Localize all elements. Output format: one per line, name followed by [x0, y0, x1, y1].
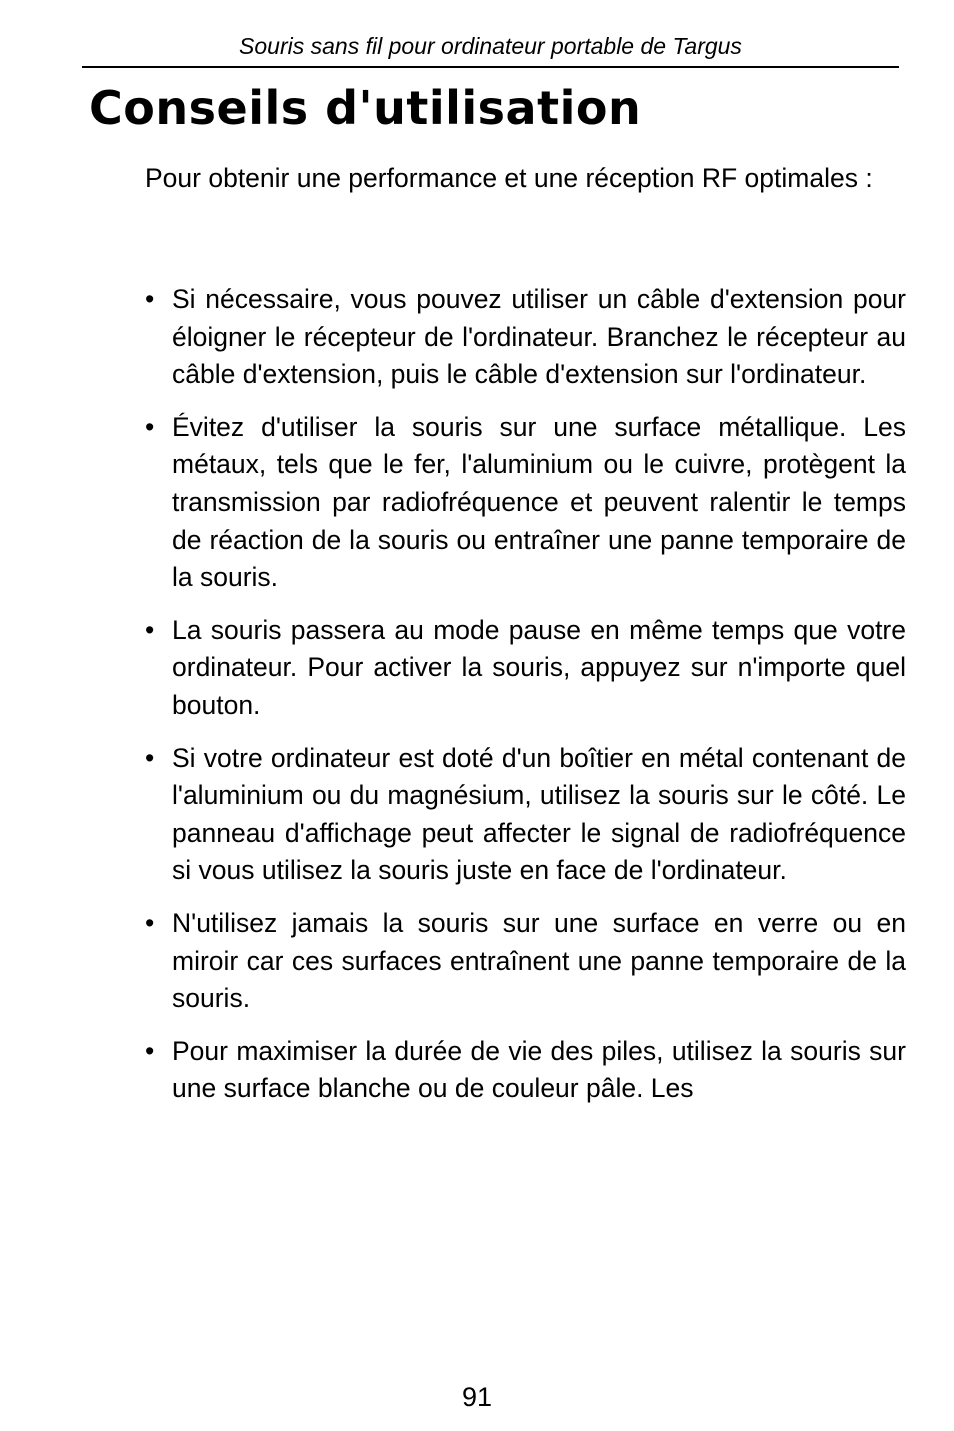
bullet-icon: • — [145, 284, 155, 314]
bullet-icon: • — [145, 742, 155, 773]
tips-list — [145, 281, 906, 1123]
tip-text: Si votre ordinateur est doté d'un boîtier en métal contenant de l'aluminium ou du magnésium, utilisez la souris sur le côté. Le panneau d'affichage peut affecter le signal de radiofréquence si vous utilisez la souris juste en face de l'ordinateur. — [172, 742, 906, 886]
tip-item — [145, 612, 906, 725]
tip-text: Évitez d'utiliser la souris sur une surface métallique. Les métaux, tels que le fer, l'aluminium ou le cuivre, protègent la transmission par radiofréquence et peuvent ralentir le temps de réaction de la souris ou entraîner une panne temporaire de la souris. — [172, 411, 906, 593]
tip-item — [145, 1033, 906, 1108]
section-heading: Conseils d'utilisation — [89, 81, 642, 135]
tip-text: Si nécessaire, vous pouvez utiliser un câble d'extension pour éloigner le récepteur de l'ordinateur. Branchez le récepteur au câble d'extension, puis le câble d'extension sur l'ordinateur. — [172, 284, 906, 390]
bullet-icon: • — [145, 614, 155, 645]
tip-text: La souris passera au mode pause en même temps que votre ordinateur. Pour activer la souris, appuyez sur n'importe quel bouton. — [172, 614, 906, 720]
bullet-icon: • — [145, 411, 155, 442]
tip-item — [145, 740, 906, 890]
tip-text: Pour maximiser la durée de vie des piles, utilisez la souris sur une surface blanche ou de couleur pâle. Les — [172, 1035, 906, 1104]
intro-paragraph: Pour obtenir une performance et une réception RF optimales : — [145, 163, 873, 193]
header-divider — [82, 66, 899, 68]
tip-text: N'utilisez jamais la souris sur une surface en verre ou en miroir car ces surfaces entraînent une panne temporaire de la souris. — [172, 907, 906, 1014]
tip-item — [145, 281, 906, 394]
running-header: Souris sans fil pour ordinateur portable de Targus — [239, 33, 742, 59]
bullet-icon: • — [145, 1035, 155, 1066]
tip-item — [145, 409, 906, 597]
bullet-icon: • — [145, 907, 155, 938]
page-number: 91 — [461, 1382, 493, 1412]
tip-item — [145, 905, 906, 1018]
